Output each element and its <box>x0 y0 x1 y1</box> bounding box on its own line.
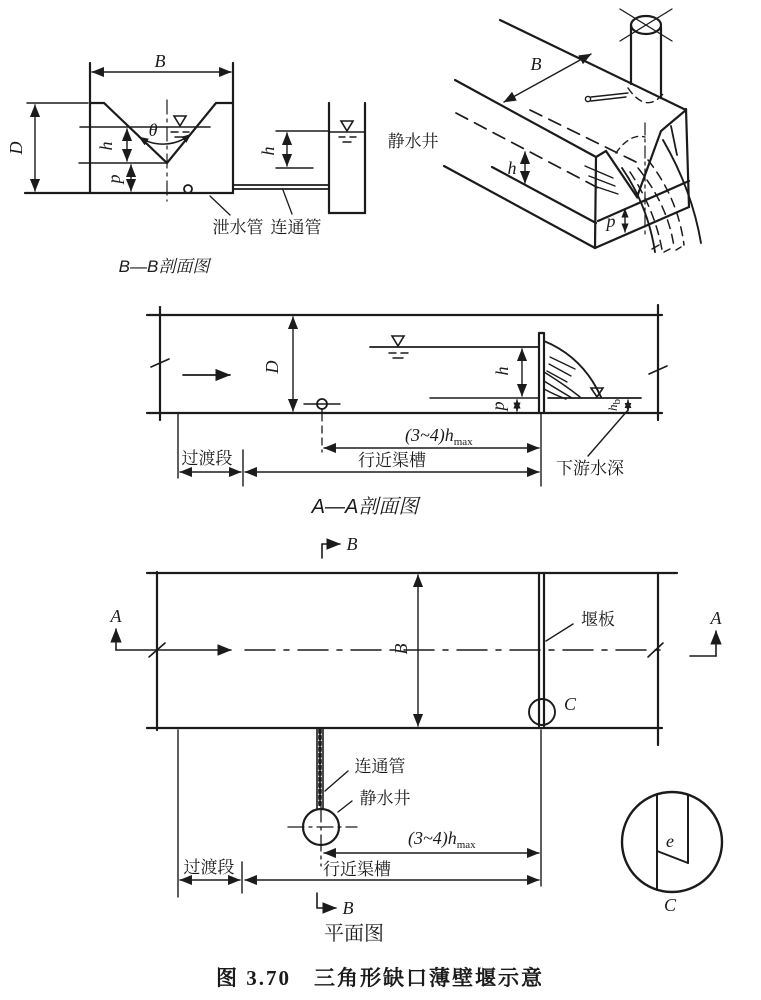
plan-transition-label: 过渡段 <box>183 858 235 877</box>
pictorial-3d-view <box>444 9 701 252</box>
aa-tailwater-head-label: hb <box>605 399 623 411</box>
plan-caption: 平面图 <box>324 923 384 945</box>
well-water-dashes <box>339 137 356 142</box>
near-wall-bottom-edge <box>444 166 595 248</box>
tap-stub-3d <box>591 93 628 101</box>
drain-hole <box>184 185 192 193</box>
section-aa-caption: A—A剖面图 <box>311 496 419 518</box>
water-symbol <box>174 116 186 126</box>
detail-ref-circle <box>529 699 555 725</box>
section-bb-view <box>25 63 365 215</box>
tailwater-label: 下游水深 <box>556 459 624 478</box>
aa-transition-label: 过渡段 <box>181 449 233 468</box>
nappe-splash <box>652 245 681 252</box>
tailwater-leader <box>588 410 628 456</box>
water-line-near-3d <box>456 113 604 191</box>
plan-b-label-top: B <box>346 534 358 554</box>
aa-crest-height-label: p <box>488 401 508 411</box>
bb-depth-label: D <box>6 141 26 155</box>
aa-approach-label: 行近渠槽 <box>358 451 426 470</box>
connecting-pipe-label-bb: 连通管 <box>270 218 322 237</box>
figure-caption: 图 3.70 三角形缺口薄壁堰示意 <box>216 966 544 990</box>
weir-plate-aa <box>539 333 544 413</box>
detail-chamfer <box>657 851 688 863</box>
aa-nappe-streaks <box>547 357 575 382</box>
plan-pipe-leader <box>325 771 348 791</box>
detail-ref-label: C <box>563 694 577 714</box>
connecting-pipe-bb <box>233 185 329 189</box>
tap-hole-3d <box>585 96 590 101</box>
aa-depth-label: D <box>262 360 282 374</box>
plan-a-label-right: A <box>710 608 722 628</box>
stilling-well-bb <box>329 103 365 213</box>
3d-width-label: B <box>530 54 542 74</box>
weir-plate-plan <box>539 573 544 726</box>
well-h-ext <box>276 131 329 168</box>
plan-b-label-bottom: B <box>342 898 354 918</box>
plan-connecting-pipe-label: 连通管 <box>354 757 406 776</box>
water-symbol-dashes <box>171 132 189 137</box>
stilling-well-label-bb: 静水井 <box>387 132 439 151</box>
section-bb-labels <box>6 51 439 276</box>
plan-labels <box>110 534 723 945</box>
3d-crest-height-label: p <box>606 211 616 231</box>
plan-approach-label: 行近渠槽 <box>323 860 391 879</box>
well-head-label: h <box>258 146 278 156</box>
plan-stilling-well-label: 静水井 <box>359 789 411 808</box>
nappe-dashed-1 <box>630 172 662 250</box>
bb-crest-height-label: p <box>104 174 124 184</box>
aa-hmax-label: $(3\sim 4)h_{max}$ <box>405 425 473 448</box>
drain-leader <box>210 196 230 215</box>
well-pipe-sides <box>631 25 661 98</box>
aa-water-dashes <box>389 353 408 358</box>
bb-angle-label: θ <box>148 120 158 140</box>
detail-gap-label: e <box>666 831 674 851</box>
plan-hmax-label: $(3\sim 4)h_{max}$ <box>408 828 476 851</box>
b-dim-3d <box>504 54 591 102</box>
nappe-dashed-3 <box>648 160 684 245</box>
drain-pipe-label: 泄水管 <box>212 218 264 237</box>
3d-head-label: h <box>507 158 517 178</box>
well-leader <box>338 801 352 812</box>
well-pipe-crosshair <box>620 9 672 41</box>
well-water-symbol <box>341 121 353 131</box>
bb-width-label: B <box>154 51 166 71</box>
drawdown-arc <box>616 136 645 153</box>
weir-plate-leader <box>546 624 573 641</box>
bb-head-label: h <box>96 141 116 151</box>
plan-b-marker-top <box>322 544 340 558</box>
near-wall-top-edge <box>455 80 596 157</box>
detail-c-caption: C <box>663 895 677 915</box>
v-notch <box>90 103 233 163</box>
plan-b-marker-bottom <box>317 893 336 908</box>
flow-streaks-3d <box>585 166 618 194</box>
pressure-tap-cross <box>304 404 340 413</box>
detail-c-labels <box>664 831 677 915</box>
far-wall-thickness-edge <box>671 126 677 155</box>
section-aa-labels <box>182 361 625 519</box>
aa-water-symbol <box>392 336 404 346</box>
weir-plate-label: 堰板 <box>581 610 615 629</box>
water-line-far-3d <box>530 110 636 162</box>
aa-head-label: h <box>492 366 512 376</box>
plan-view <box>116 544 716 908</box>
section-bb-caption: B—B剖面图 <box>118 257 210 276</box>
pipe-leader <box>283 190 292 214</box>
plan-a-label-left: A <box>110 606 122 626</box>
plan-width-label: B <box>391 643 411 655</box>
